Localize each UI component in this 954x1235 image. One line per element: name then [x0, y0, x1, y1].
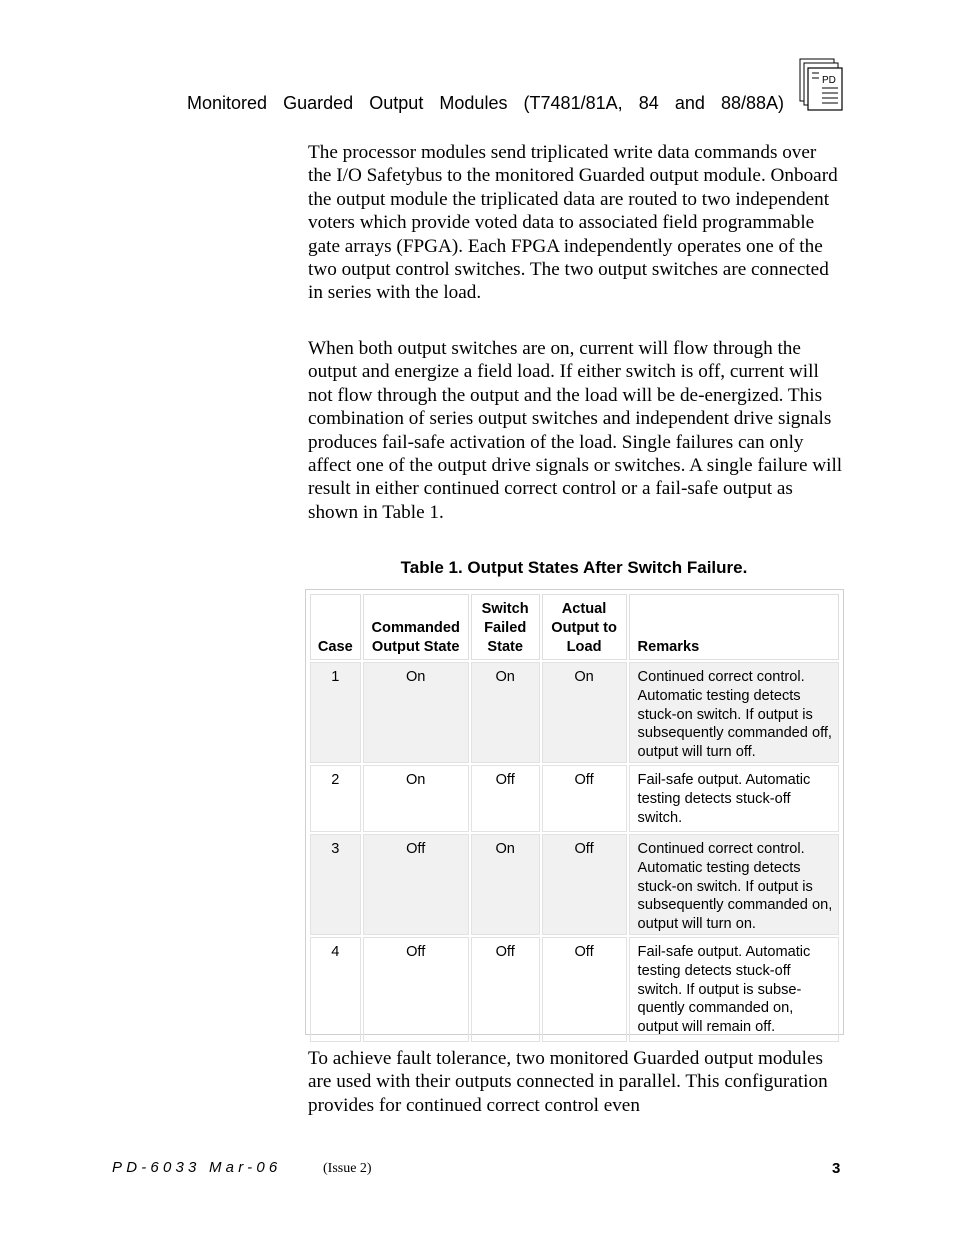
cell-remarks: Continued correct control. Automatic testing detects stuck-on switch. If output is subsequently commanded on, output will turn on.: [629, 834, 839, 935]
header-remarks: Remarks: [629, 594, 839, 660]
cell-commanded: Off: [363, 834, 469, 935]
cell-remarks: Fail-safe output. Automatic testing detects stuck-off switch.: [629, 765, 839, 832]
table-row: [310, 662, 839, 763]
header-commanded-output-state: Commanded Output State: [363, 594, 469, 660]
cell-remarks: Continued correct control. Automatic testing detects stuck-on switch. If output is subsequently commanded off, output will turn off.: [629, 662, 839, 763]
footer-document-id: PD-6033 Mar-06: [112, 1159, 282, 1176]
cell-remarks: Fail-safe output. Automatic testing detects stuck-off switch. If output is subse-quently commanded on, output will remain off.: [629, 937, 839, 1042]
cell-case: 2: [310, 765, 361, 832]
header-case: Case: [310, 594, 361, 660]
footer-issue: (Issue 2): [323, 1161, 372, 1176]
cell-actual: Off: [542, 834, 627, 935]
cell-case: 3: [310, 834, 361, 935]
header-switch-failed-state: Switch Failed State: [471, 594, 540, 660]
body-paragraph-2: When both output switches are on, current will flow through the output and energize a field load. If either switch is off, current will not flow through the output and the load will be de-energized. This combination of series output switches and independent drive signals produces fail-safe activation of the load. Single failures can only affect one of the output drive signals or switches. A single failure will result in either continued correct control or a fail-safe output as shown in Table 1.: [308, 338, 843, 523]
body-paragraph-3: To achieve fault tolerance, two monitored Guarded output modules are used with their outputs connected in parallel. This configuration provides for continued correct control even: [308, 1048, 828, 1116]
footer-page-number: 3: [832, 1160, 841, 1177]
table-row: [310, 834, 839, 935]
cell-switch-failed: On: [471, 834, 540, 935]
table-header-row: [310, 594, 839, 660]
cell-case: 4: [310, 937, 361, 1042]
table-caption: Table 1. Output States After Switch Failure.: [400, 558, 748, 577]
output-states-table: [305, 589, 844, 1035]
cell-switch-failed: On: [471, 662, 540, 763]
running-header-title: Monitored Guarded Output Modules (T7481/81A, 84 and 88/88A): [187, 93, 784, 113]
cell-commanded: On: [363, 662, 469, 763]
header-actual-output: Actual Output to Load: [542, 594, 627, 660]
cell-switch-failed: Off: [471, 765, 540, 832]
cell-switch-failed: Off: [471, 937, 540, 1042]
table-row: [310, 765, 839, 832]
document-stack-icon: [799, 58, 843, 112]
table-row: [310, 937, 839, 1042]
cell-commanded: Off: [363, 937, 469, 1042]
cell-actual: On: [542, 662, 627, 763]
cell-case: 1: [310, 662, 361, 763]
body-paragraph-1: The processor modules send triplicated write data commands over the I/O Safetybus to the monitored Guarded output module. Onboard the output module the triplicated data are routed to two independent voters which provide voted data to associated field programmable gate arrays (FPGA). Each FPGA independently operates one of the two output control switches. The two output switches are connected in series with the load.: [308, 142, 838, 304]
cell-actual: Off: [542, 937, 627, 1042]
pd-icon-label: PD: [822, 75, 836, 86]
cell-commanded: On: [363, 765, 469, 832]
cell-actual: Off: [542, 765, 627, 832]
